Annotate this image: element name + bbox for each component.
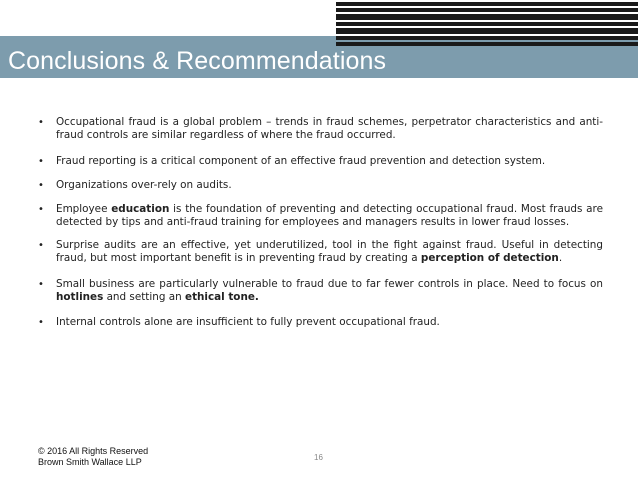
bullet-item <box>38 155 603 168</box>
bullet-emphasis: hotlines <box>56 291 104 303</box>
bullet-item <box>38 116 603 142</box>
bullet-item <box>38 278 603 304</box>
bullet-text: . <box>558 252 563 264</box>
bullet-text: and setting an <box>103 291 186 303</box>
bullet-text: Fraud reporting is a critical component of an effective fraud prevention and detection system. <box>56 155 546 167</box>
bullet-text: Small business are particularly vulnerable to fraud due to far fewer controls in place. Need to focus on <box>56 278 603 290</box>
slide-title: Conclusions & Recommendations <box>8 47 387 75</box>
page-number: 16 <box>314 453 323 462</box>
bullet-text: Occupational fraud is a global problem – trends in fraud schemes, perpetrator characteristics and anti-fraud controls are similar regardless of where the fraud occurred. <box>56 116 603 141</box>
bullet-emphasis: education <box>111 203 170 215</box>
bullet-text: Employee <box>56 203 112 215</box>
bullet-text: is the foundation of preventing and detecting occupational fraud. Most frauds are detected by tips and anti-fraud training for employees and managers results in lower fraud losses. <box>56 203 603 228</box>
bullet-item <box>38 316 603 329</box>
bullet-text: Organizations over-rely on audits. <box>56 179 232 191</box>
bullet-item <box>38 239 603 265</box>
bullet-item <box>38 179 603 192</box>
bullet-text: Internal controls alone are insufficient to fully prevent occupational fraud. <box>56 316 440 328</box>
bullet-item <box>38 203 603 229</box>
footer-copyright-block <box>38 446 148 468</box>
bullet-emphasis: ethical tone. <box>185 291 259 303</box>
bullet-emphasis: perception of detection <box>420 252 559 264</box>
footer-company: Brown Smith Wallace LLP <box>38 457 142 467</box>
bullet-list <box>38 116 603 329</box>
bullet-text: Surprise audits are an effective, yet underutilized, tool in the fight against fraud. Useful in detecting fraud, but most important benefit is in preventing fraud by creating a <box>56 239 603 264</box>
footer-copyright: © 2016 All Rights Reserved <box>38 446 149 456</box>
